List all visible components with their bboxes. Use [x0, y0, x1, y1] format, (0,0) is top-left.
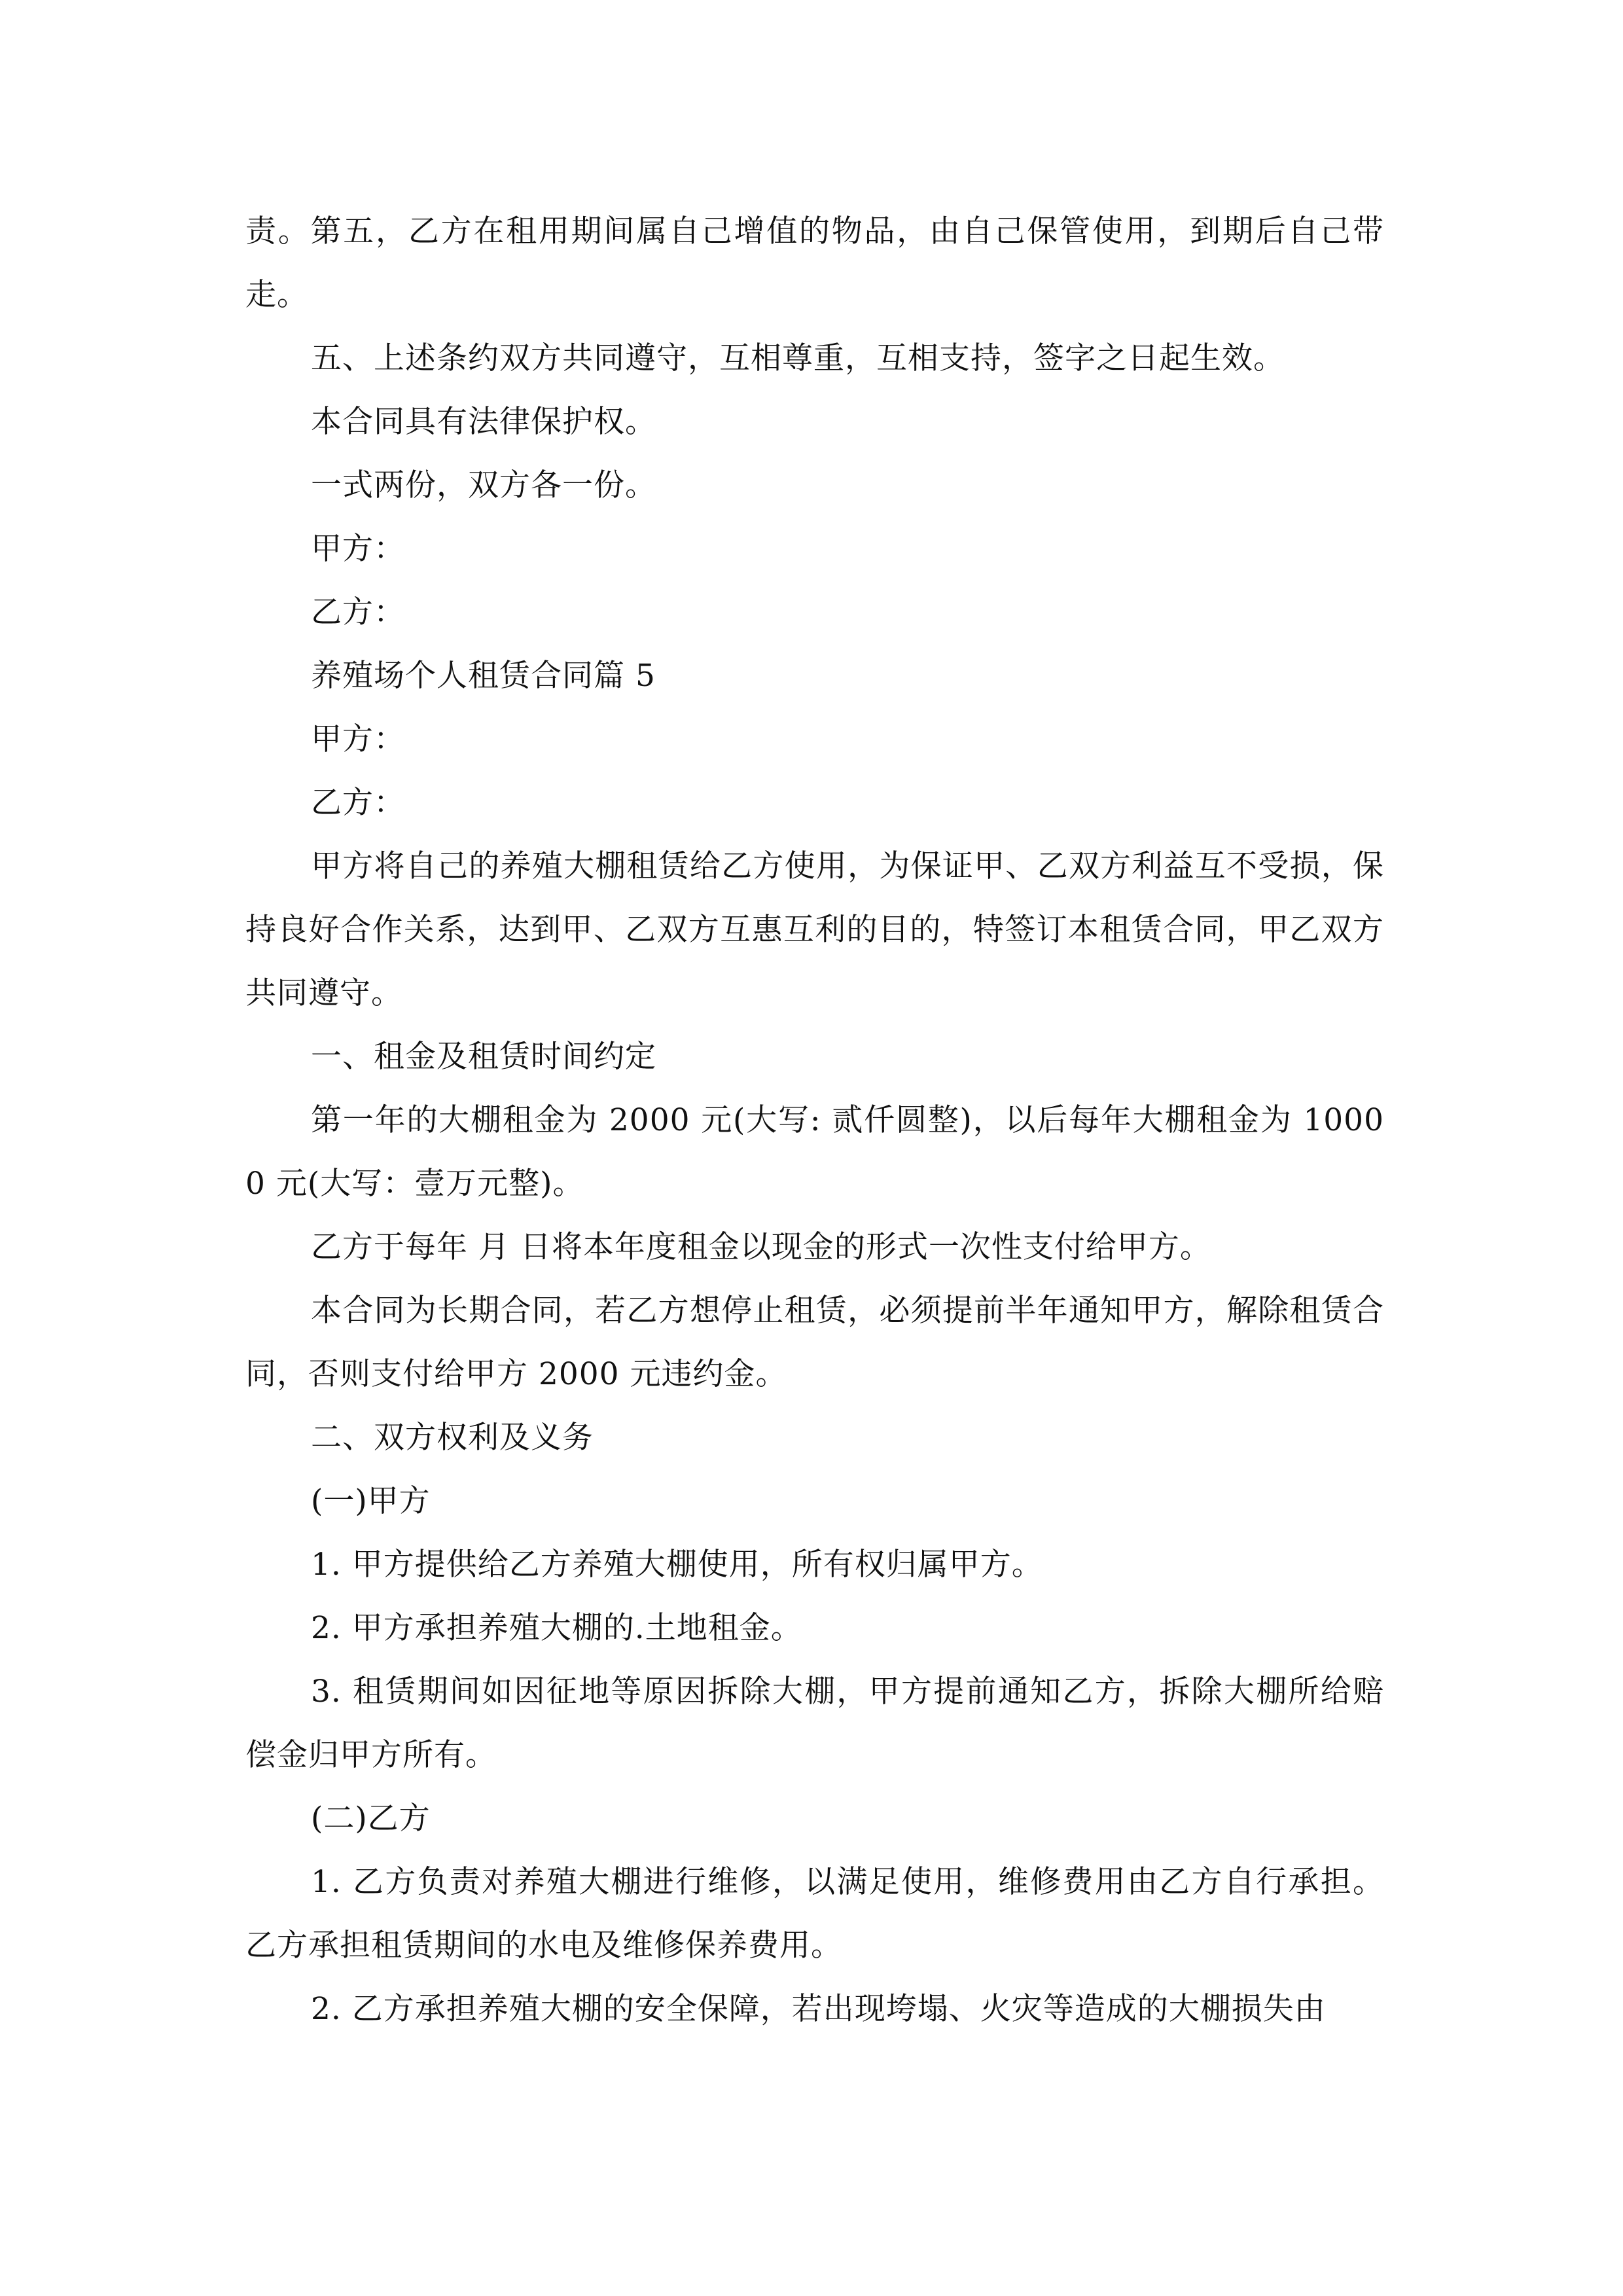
paragraph-termination: 本合同为长期合同，若乙方想停止租赁，必须提前半年通知甲方，解除租赁合同，否则支付给甲方 2000 元违约金。: [245, 1293, 1384, 1392]
party-a-item-2: 2. 甲方承担养殖大棚的.土地租金。: [311, 1610, 802, 1646]
party-a-item-1: 1. 甲方提供给乙方养殖大棚使用，所有权归属甲方。: [311, 1547, 1043, 1583]
party-a-item-3: 3. 租赁期间如因征地等原因拆除大棚，甲方提前通知乙方，拆除大棚所给赔偿金归甲方所有。: [245, 1674, 1384, 1773]
document-body: [245, 200, 1384, 2041]
section-heading-rent: 一、租金及租赁时间约定: [311, 1039, 656, 1075]
party-b-item-1: 1. 乙方负责对养殖大棚进行维修，以满足使用，维修费用由乙方自行承担。乙方承担租赁期间的水电及维修保养费用。: [245, 1864, 1384, 1964]
party-b-signature-line: 乙方：: [311, 594, 405, 630]
paragraph-preamble: 甲方将自己的养殖大棚租赁给乙方使用，为保证甲、乙双方利益互不受损，保持良好合作关系，达到甲、乙双方互惠互利的目的，特签订本租赁合同，甲乙双方共同遵守。: [245, 848, 1384, 1011]
paragraph-payment-date: 乙方于每年 月 日将本年度租金以现金的形式一次性支付给甲方。: [311, 1229, 1211, 1265]
subsection-heading-party-a: (一)甲方: [311, 1483, 431, 1519]
paragraph-1: 责。第五，乙方在租用期间属自己增值的物品，由自己保管使用，到期后自己带走。: [245, 213, 1384, 313]
party-a-line: 甲方：: [311, 721, 405, 757]
paragraph-legal-protection: 本合同具有法律保护权。: [311, 404, 656, 440]
section-heading-rights: 二、双方权利及义务: [311, 1420, 594, 1456]
paragraph-copies: 一式两份，双方各一份。: [311, 467, 656, 503]
subsection-heading-party-b: (二)乙方: [311, 1801, 431, 1837]
party-b-line: 乙方：: [311, 785, 405, 821]
party-a-signature-line: 甲方：: [311, 531, 405, 567]
contract-heading: 养殖场个人租赁合同篇 5: [311, 658, 656, 694]
paragraph-clause-5: 五、上述条约双方共同遵守，互相尊重，互相支持，签字之日起生效。: [311, 340, 1285, 376]
paragraph-rent-amount: 第一年的大棚租金为 2000 元(大写: 贰仟圆整)，以后每年大棚租金为 10000 元(大写：壹万元整)。: [245, 1102, 1384, 1202]
party-b-item-2: 2. 乙方承担养殖大棚的安全保障，若出现垮塌、火灾等造成的大棚损失由: [311, 1991, 1326, 2027]
